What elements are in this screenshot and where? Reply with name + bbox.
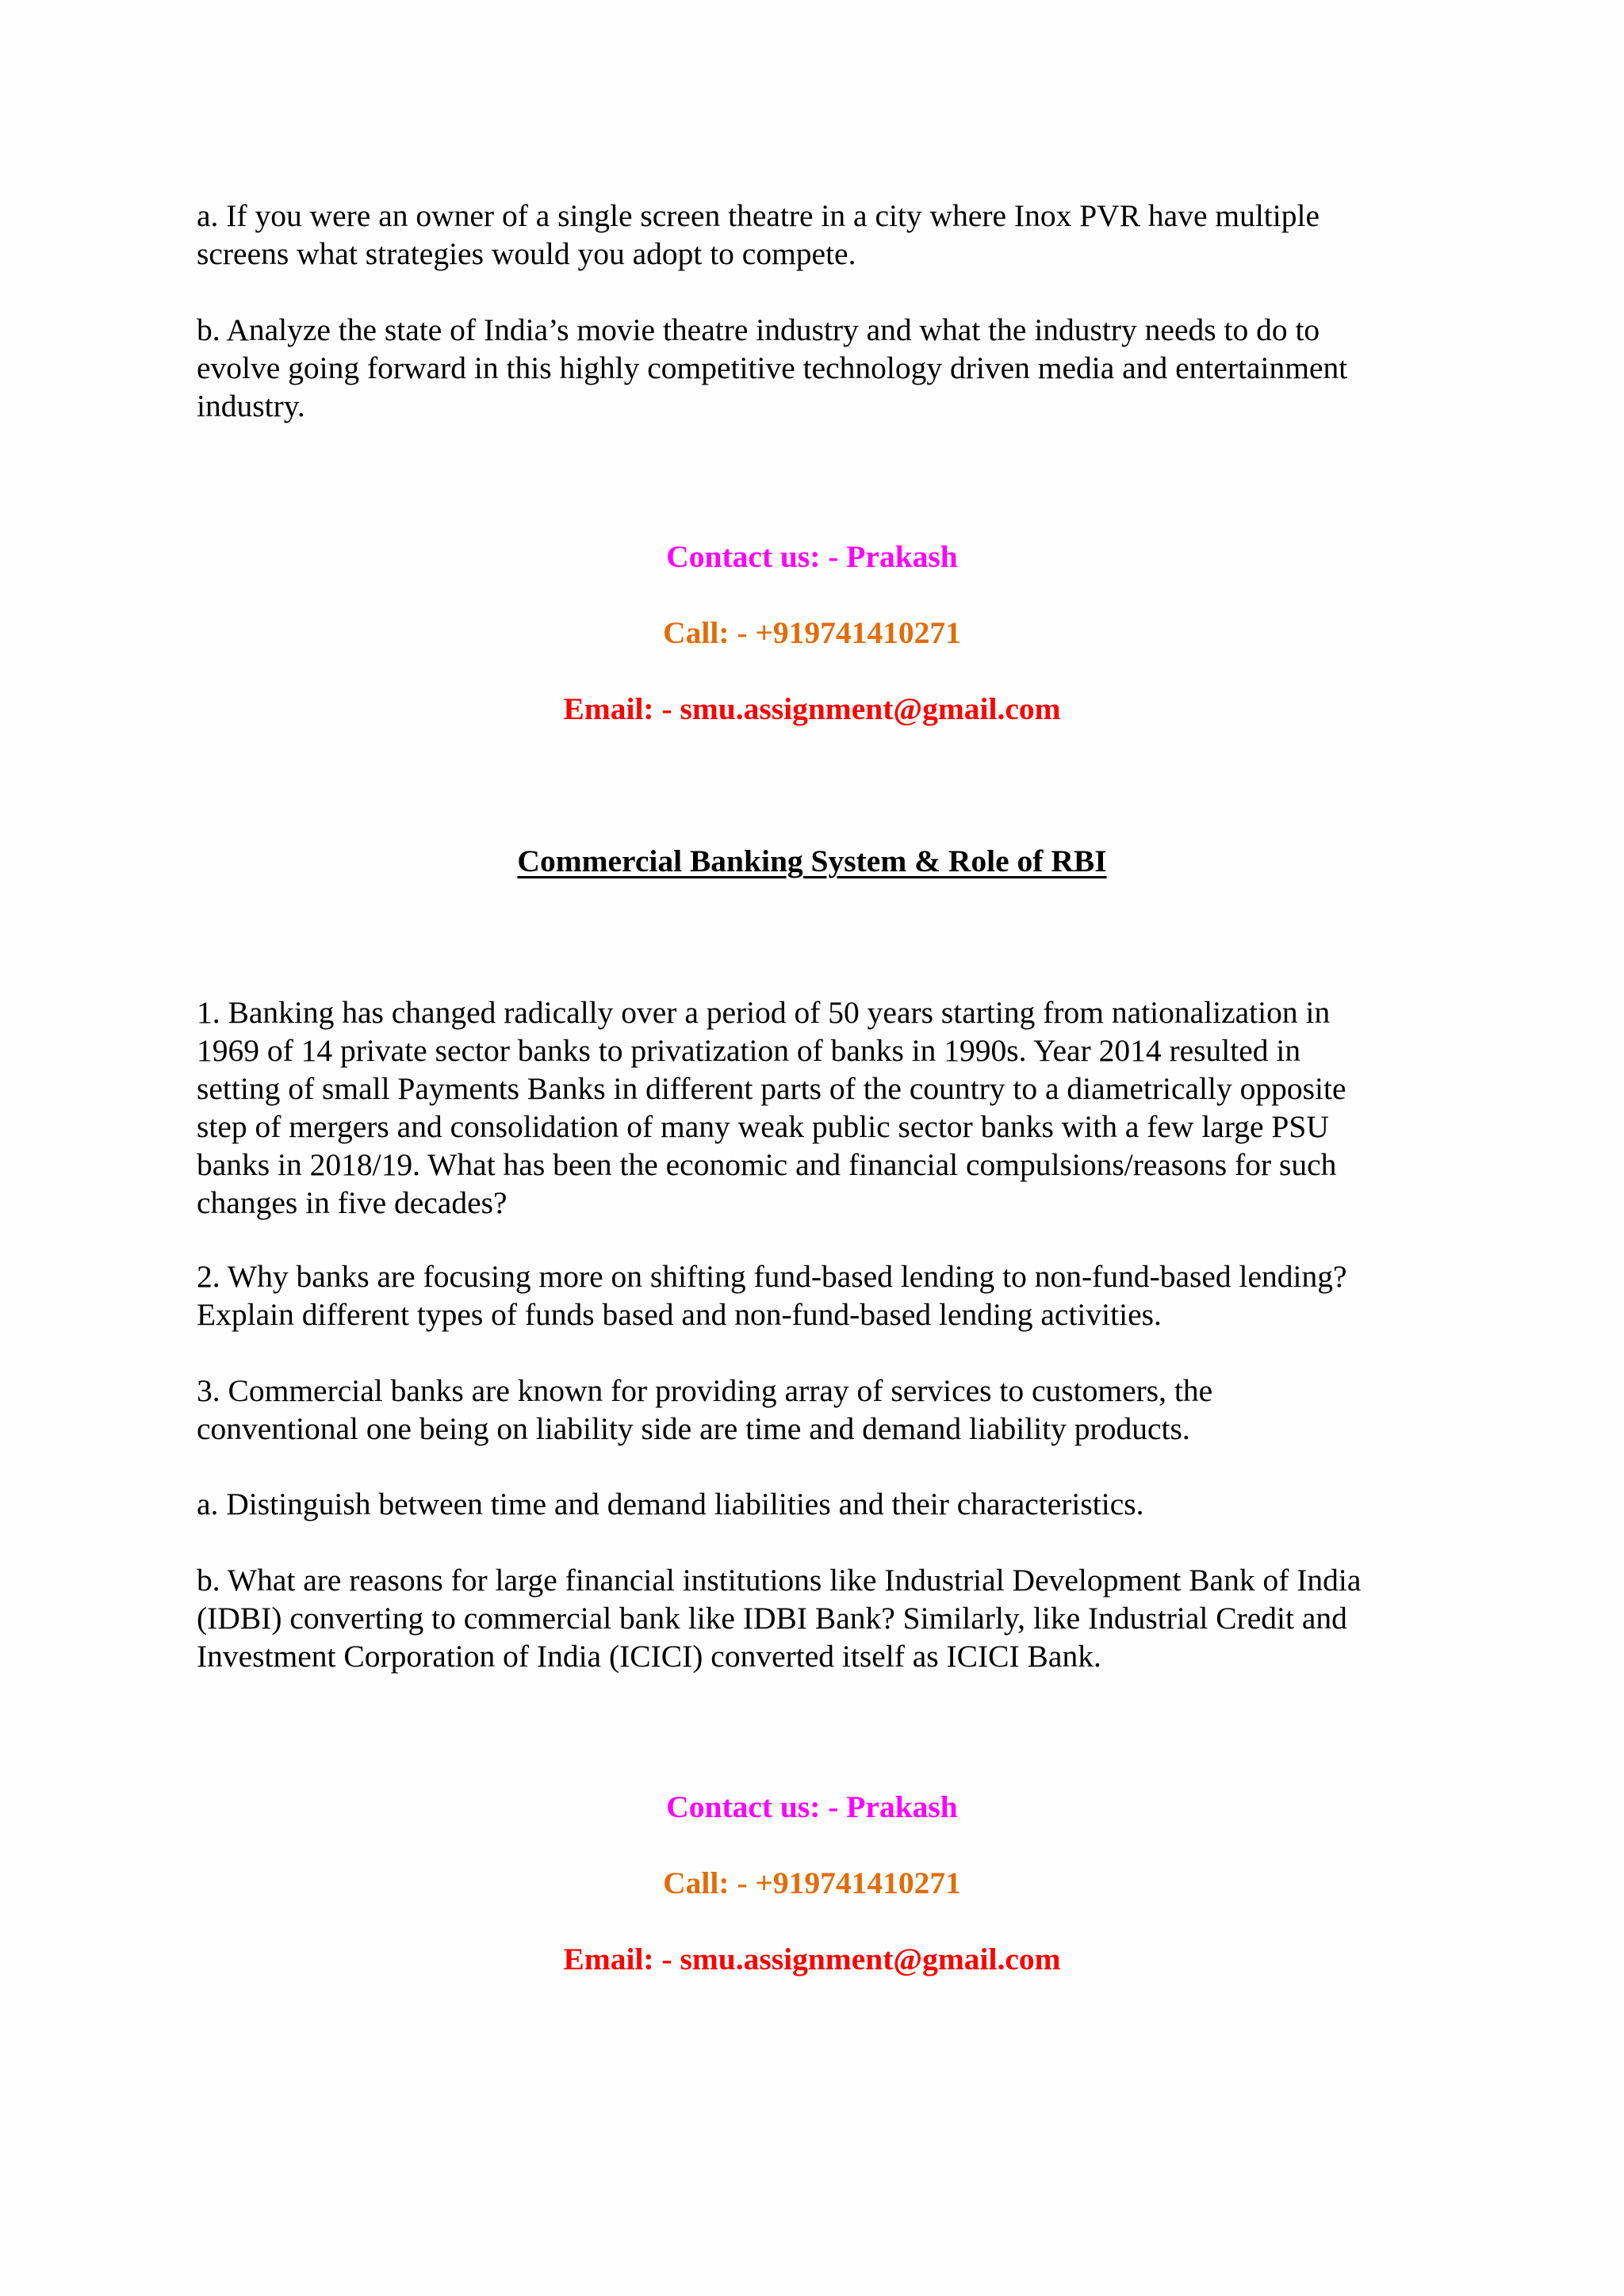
question-2-line: Explain different types of funds based and non-fund-based lending activities. [197,1297,1162,1332]
question-1-line: step of mergers and consolidation of many weak public sector banks with a few large PSU [197,1109,1329,1144]
question-3b-line: (IDBI) converting to commercial bank like IDBI Bank? Similarly, like Industrial Credit and [197,1601,1347,1636]
question-1-line: banks in 2018/19. What has been the economic and financial compulsions/reasons for such [197,1147,1337,1182]
question-a-line: screens what strategies would you adopt to compete. [197,236,856,271]
question-2-line: 2. Why banks are focusing more on shifting fund-based lending to non-fund-based lending? [197,1259,1347,1294]
question-b [197,311,1450,425]
question-3a-line: a. Distinguish between time and demand liabilities and their characteristics. [197,1487,1144,1521]
question-a [197,197,1450,273]
contact-name-2: Contact us: - Prakash [666,1789,958,1824]
question-3 [197,1372,1450,1448]
contact-call-1: Call: - +919741410271 [663,615,961,650]
question-3a [197,1485,1450,1523]
question-1-line: changes in five decades? [197,1185,508,1220]
section-heading-text: Commercial Banking System & Role of RBI [517,844,1107,878]
question-3-line: conventional one being on liability side are time and demand liability products. [197,1411,1190,1446]
question-1-line: 1. Banking has changed radically over a period of 50 years starting from nationalization in [197,995,1331,1030]
question-3b [197,1561,1450,1675]
question-1-line: setting of small Payments Banks in different parts of the country to a diametrically opposite [197,1071,1346,1106]
question-1 [197,993,1450,1222]
question-3-line: 3. Commercial banks are known for providing array of services to customers, the [197,1373,1213,1408]
question-2 [197,1257,1450,1334]
contact-call-2: Call: - +919741410271 [663,1866,961,1900]
contact-email-1: Email: - smu.assignment@gmail.com [563,691,1061,726]
question-b-line: industry. [197,388,305,423]
question-1-line: 1969 of 14 private sector banks to privatization of banks in 1990s. Year 2014 resulted in [197,1033,1301,1068]
section-heading [0,842,1624,880]
question-3b-line: b. What are reasons for large financial institutions like Industrial Development Bank of India [197,1563,1362,1598]
question-a-line: a. If you were an owner of a single screen theatre in a city where Inox PVR have multiple [197,198,1320,233]
contact-email-2: Email: - smu.assignment@gmail.com [563,1942,1061,1976]
contact-name-1: Contact us: - Prakash [666,539,958,574]
question-3b-line: Investment Corporation of India (ICICI) converted itself as ICICI Bank. [197,1639,1101,1674]
question-b-line: b. Analyze the state of India’s movie theatre industry and what the industry needs to do to [197,312,1320,347]
question-b-line: evolve going forward in this highly competitive technology driven media and entertainment [197,350,1348,385]
